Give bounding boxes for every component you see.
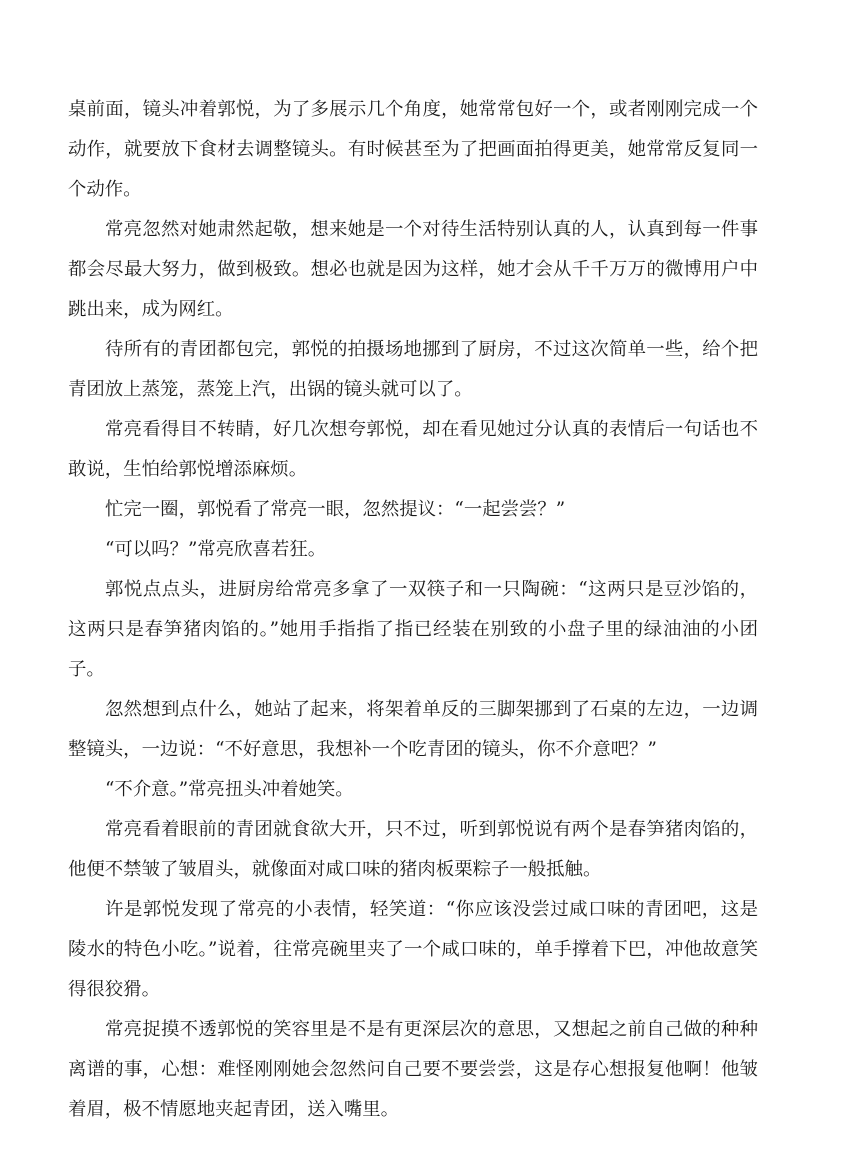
paragraph: 桌前面，镜头冲着郭悦，为了多展示几个角度，她常常包好一个，或者刚刚完成一个动作，就要放下食材去调整镜头。有时候甚至为了把画面拍得更美，她常常反复同一个动作。: [68, 99, 758, 200]
paragraph: 许是郭悦发现了常亮的小表情，轻笑道：“你应该没尝过咸口味的青团吧，这是陵水的特色小吃。”说着，往常亮碗里夹了一个咸口味的，单手撑着下巴，冲他故意笑得很狡猾。: [68, 899, 758, 1000]
paragraph: “可以吗？”常亮欣喜若狂。: [105, 539, 327, 560]
paragraph: “不介意。”常亮扭头冲着她笑。: [105, 779, 354, 800]
paragraph: 忽然想到点什么，她站了起来，将架着单反的三脚架挪到了石桌的左边，一边调整镜头，一边说：“不好意思，我想补一个吃青团的镜头，你不介意吧？”: [68, 699, 758, 760]
paragraph: 常亮捉摸不透郭悦的笑容里是不是有更深层次的意思，又想起之前自己做的种种离谱的事，心想：难怪刚刚她会忽然问自己要不要尝尝，这是存心想报复他啊！他皱着眉，极不情愿地夹起青团，送入嘴里。: [68, 1019, 758, 1120]
paragraph: 常亮看着眼前的青团就食欲大开，只不过，听到郭悦说有两个是春笋猪肉馅的，他便不禁皱了皱眉头，就像面对咸口味的猪肉板栗粽子一般抵触。: [68, 819, 758, 880]
paragraph: 待所有的青团都包完，郭悦的拍摄场地挪到了厨房，不过这次简单一些，给个把青团放上蒸笼，蒸笼上汽，出锅的镜头就可以了。: [68, 339, 758, 400]
paragraph: 常亮看得目不转睛，好几次想夸郭悦，却在看见她过分认真的表情后一句话也不敢说，生怕给郭悦增添麻烦。: [68, 419, 758, 480]
paragraph: 郭悦点点头，进厨房给常亮多拿了一双筷子和一只陶碗：“这两只是豆沙馅的，这两只是春笋猪肉馅的。”她用手指指了指已经装在别致的小盘子里的绿油油的小团子。: [68, 579, 758, 680]
paragraph: 忙完一圈，郭悦看了常亮一眼，忽然提议：“一起尝尝？”: [105, 499, 566, 520]
body-text: [68, 90, 758, 1130]
paragraph: 常亮忽然对她肃然起敬，想来她是一个对待生活特别认真的人，认真到每一件事都会尽最大努力，做到极致。想必也就是因为这样，她才会从千千万万的微博用户中跳出来，成为网红。: [68, 219, 758, 320]
